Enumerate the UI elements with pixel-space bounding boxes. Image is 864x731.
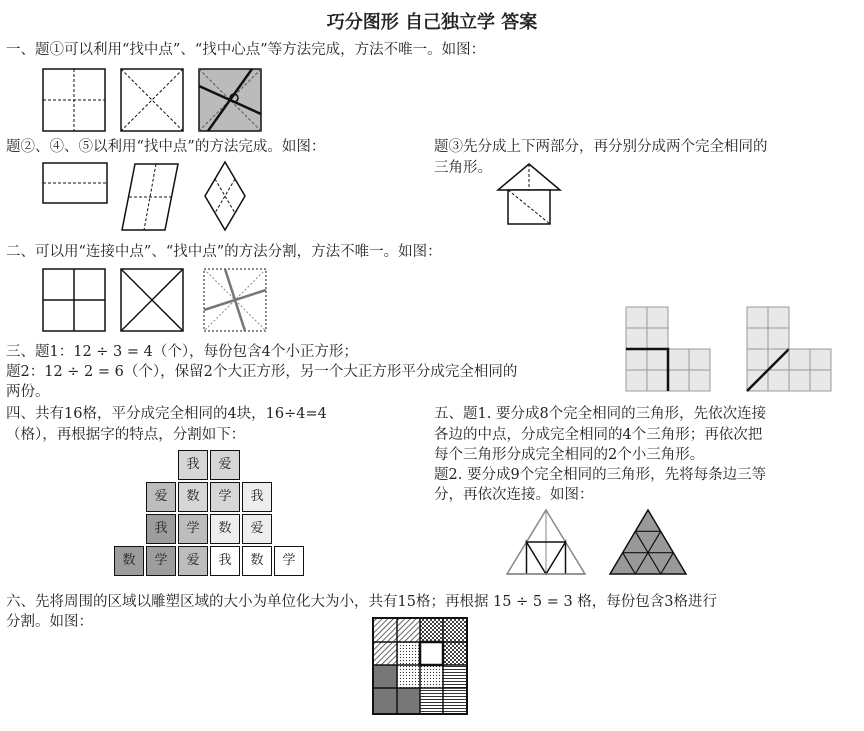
section3-line3: 两份。 [6, 384, 50, 400]
section5-line4: 题2. 要分成9个完全相同的三角形，先将每条边三等 [434, 467, 767, 483]
fig2-rhombus [203, 160, 247, 232]
grid-cell: 学 [178, 514, 208, 544]
section1-right-line1: 题③先分成上下两部分，再分别分成两个完全相同的 [434, 139, 768, 155]
grid-cell: 学 [274, 546, 304, 576]
fig4-square-rotated [203, 268, 267, 332]
grid-cell: 爱 [178, 546, 208, 576]
grid-cell: 我 [242, 482, 272, 512]
fig6-triangle-eight [505, 508, 587, 576]
fig2-parallelogram [120, 162, 180, 232]
section1-line2: 题②、④、⑤以利用“找中点”的方法完成。如图： [6, 139, 326, 155]
fig4-square-diagonals [120, 268, 184, 332]
fig3-house [494, 160, 564, 226]
grid-cell: 学 [146, 546, 176, 576]
fig1-square-diagonals [120, 68, 184, 132]
grid-cell: 数 [114, 546, 144, 576]
grid-cell: 爱 [210, 450, 240, 480]
grid-cell: 我 [178, 450, 208, 480]
fig7-patterned-grid [372, 617, 468, 715]
section1-line1: 一、题①可以利用“找中点”、“找中心点”等方法完成，方法不唯一。如图： [6, 42, 486, 58]
grid-cell: 数 [210, 514, 240, 544]
section3-line2: 题2：12 ÷ 2 = 6（个），保留2个大正方形，另一个大正方形平分成完全相同的 [6, 364, 518, 380]
fig4-square-cross [42, 268, 106, 332]
grid-cell: 爱 [242, 514, 272, 544]
grid-cell: 学 [210, 482, 240, 512]
section5-line3: 每个三角形分成完全相同的2个小三角形。 [434, 447, 705, 463]
section6-line1: 六、先将周围的区域以雕塑区域的大小为单位化大为小，共有15格；再根据 15 ÷ 5 = 3 格，每份包含3格进行 [6, 594, 718, 610]
section5-line5: 分，再依次连接。如图： [434, 487, 594, 503]
section1-right-line2: 三角形。 [434, 160, 492, 176]
fig1-square-rotated [198, 68, 262, 132]
fig5-l-shape-1 [624, 305, 712, 393]
section6-line2: 分割。如图： [6, 614, 93, 630]
section2-line1: 二、可以用“连接中点”、“找中点”的方法分割，方法不唯一。如图： [6, 244, 442, 260]
section5-line1: 五、题1. 要分成8个完全相同的三角形，先依次连接 [434, 406, 767, 422]
fig5-l-shape-2 [745, 305, 833, 393]
section4-line2: （格），再根据字的特点，分割如下： [6, 427, 246, 443]
fig1-square-cross [42, 68, 106, 132]
page-title: 巧分图形 自己独立学 答案 [326, 12, 538, 33]
grid-cell: 我 [210, 546, 240, 576]
fig2-rectangle [42, 162, 108, 204]
grid-cell: 数 [242, 546, 272, 576]
fig6-triangle-nine [608, 508, 688, 576]
section4-line1: 四、共有16格，平分成完全相同的4块，16÷4=4 [6, 406, 327, 422]
grid-cell: 我 [146, 514, 176, 544]
grid-cell: 爱 [146, 482, 176, 512]
section5-line2: 各边的中点，分成完全相同的4个三角形；再依次把 [434, 427, 763, 443]
grid-cell: 数 [178, 482, 208, 512]
section3-line1: 三、题1：12 ÷ 3 = 4（个），每份包含4个小正方形； [6, 344, 358, 360]
